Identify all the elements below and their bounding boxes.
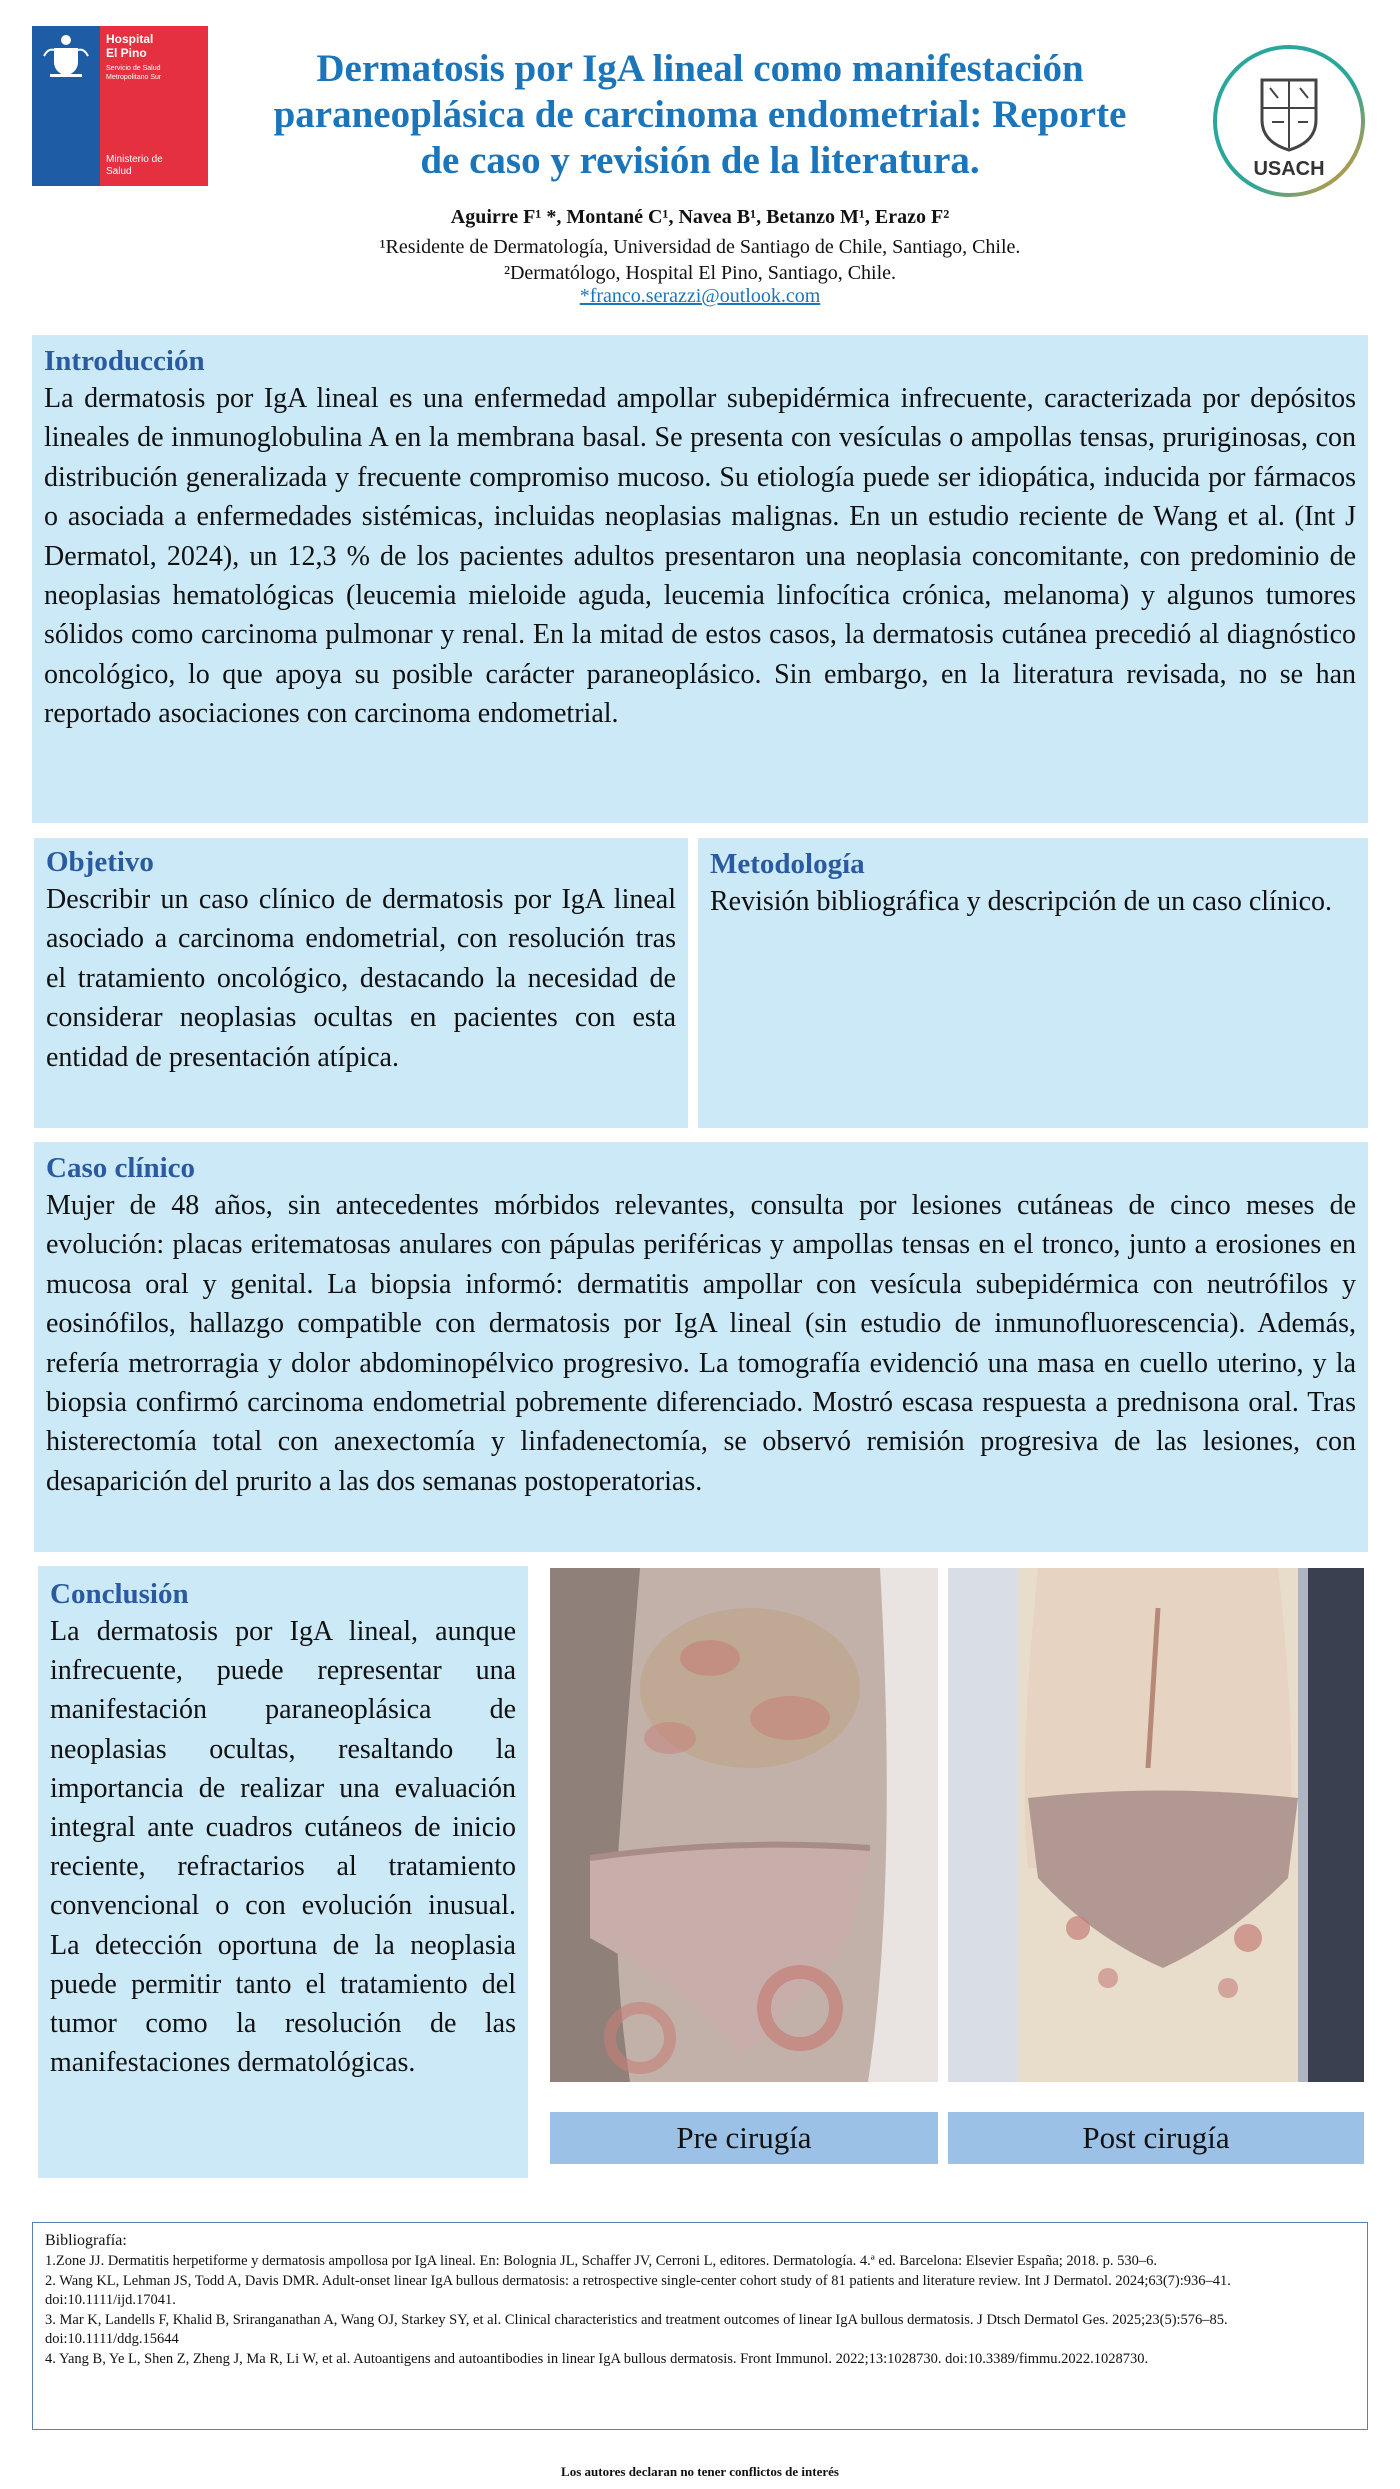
conclusion-section <box>38 1566 528 2178</box>
clinical-case-title: Caso clínico <box>46 1152 196 1184</box>
logo-ministry2: Salud <box>106 166 132 177</box>
objective-section <box>34 838 688 1128</box>
title-line1: Dermatosis por IgA lineal como manifestación <box>316 47 1084 90</box>
conclusion-title: Conclusión <box>50 1578 189 1610</box>
logo-red-block <box>100 26 208 186</box>
methodology-section <box>698 838 1368 1128</box>
introduction-section <box>32 335 1368 823</box>
title-line2: paraneoplásica de carcinoma endometrial: Reporte <box>273 93 1127 136</box>
clinical-case-text: Mujer de 48 años, sin antecedentes mórbidos relevantes, consulta por lesiones cutáneas de cinco meses de evolución: placas eritematosas anulares con pápulas periféricas y ampollas tensas en el tronco, junto a erosiones en mucosa oral y genital. La biopsia informó: dermatitis ampollar con vesícula subepidérmica con neutrófilos y eosinófilos, hallazgo compatible con dermatosis por IgA lineal (sin estudio de inmunofluorescencia). Además, refería metrorragia y dolor abdominopélvico progresivo. La tomografía evidenció una masa en cuello uterino, y la biopsia confirmó carcinoma endometrial pobremente diferenciado. Mostró escasa respuesta a prednisona oral. Tras histerectomía total con anexectomía y linfadenectomía, se observó remisión progresiva de las lesiones, con desaparición del prurito a las dos semanas postoperatorias. <box>46 1190 1356 1497</box>
conflict-of-interest-note: Los autores declaran no tener conflictos de interés <box>561 2464 839 2479</box>
post-surgery-caption: Post cirugía <box>948 2112 1364 2164</box>
introduction-text: La dermatosis por IgA lineal es una enfermedad ampollar subepidérmica infrecuente, caracterizada por depósitos lineales de inmunoglobulina A en la membrana basal. Se presenta con vesículas o ampollas tensas, pruriginosas, con distribución generalizada y frecuente compromiso mucoso. Su etiología puede ser idiopática, inducida por fármacos o asociada a enfermedades sistémicas, incluidas neoplasias malignas. En un estudio reciente de Wang et al. (Int J Dermatol, 2024), un 12,3 % de los pacientes adultos presentaron una neoplasia concomitante, con predominio de neoplasias hematológicas (leucemia mieloide aguda, leucemia linfocítica crónica, melanoma) y algunos tumores sólidos como carcinoma pulmonar y renal. En la mitad de estos casos, la dermatosis cutánea precedió al diagnóstico oncológico, lo que apoya su posible carácter paraneoplásico. Sin embargo, en la literatura revisada, no se han reportado asociaciones con carcinoma endometrial. <box>44 383 1356 730</box>
affiliation-1: ¹Residente de Dermatología, Universidad de Santiago de Chile, Santiago, Chile. <box>379 236 1021 258</box>
clinical-case-section <box>34 1142 1368 1552</box>
authors: Aguirre F¹ *, Montané C¹, Navea B¹, Betanzo M¹, Erazo F² <box>450 206 950 228</box>
post-surgery-photo <box>948 1568 1364 2082</box>
title-line3: de caso y revisión de la literatura. <box>420 139 980 182</box>
pre-surgery-photo <box>550 1568 938 2082</box>
contact-email-link[interactable]: *franco.serazzi@outlook.com <box>579 285 821 307</box>
logo-line1: Hospital <box>106 32 154 46</box>
logo-line3: Servicio de Salud <box>106 65 161 72</box>
introduction-title: Introducción <box>44 345 205 377</box>
usach-label: USACH <box>1253 158 1325 180</box>
hospital-logo <box>32 26 208 186</box>
methodology-text: Revisión bibliográfica y descripción de un caso clínico. <box>710 886 1333 917</box>
reference-item: 4. Yang B, Ye L, Shen Z, Zheng J, Ma R, Li W, et al. Autoantigens and autoantibodies in linear IgA bullous dermatosis. Front Immunol. 2022;13:1028730. doi:10.3389/fimmu.2022.1028730. <box>45 2351 1149 2367</box>
reference-item: 1.Zone JJ. Dermatitis herpetiforme y dermatosis ampollosa por IgA lineal. En: Bolognia JL, Schaffer JV, Cerroni L, editores. Dermatología. 4.ª ed. Barcelona: Elsevier España; 2018. p. 530–6. <box>45 2253 1158 2269</box>
logo-blue-block <box>32 26 100 186</box>
objective-title: Objetivo <box>46 846 154 878</box>
reference-item: 3. Mar K, Landells F, Khalid B, Sriranganathan A, Wang OJ, Starkey SY, et al. Clinical characteristics and treatment outcomes of linear IgA bullous dermatosis. J Dtsch Dermatol Ges. 2025;23(5):576–85. doi:10.1111/ddg.15644 <box>45 2312 1228 2347</box>
conclusion-text: La dermatosis por IgA lineal, aunque infrecuente, puede representar una manifestación paraneoplásica de neoplasias ocultas, resaltando la importancia de realizar una evaluación integral ante cuadros cutáneos de inicio reciente, refractarios al tratamiento convencional o con evolución inusual. La detección oportuna de la neoplasia puede permitir tanto el tratamiento del tumor como la resolución de las manifestaciones dermatológicas. <box>50 1616 516 2079</box>
methodology-title: Metodología <box>710 848 865 880</box>
logo-line4: Metropolitano Sur <box>106 74 162 81</box>
poster-title <box>220 46 1180 184</box>
bibliography <box>32 2222 1368 2430</box>
objective-text: Describir un caso clínico de dermatosis por IgA lineal asociado a carcinoma endometrial, con resolución tras el tratamiento oncológico, destacando la necesidad de considerar neoplasias ocultas en pacientes con esta entidad de presentación atípica. <box>46 884 676 1073</box>
logo-line2: El Pino <box>106 46 147 60</box>
affiliation-2: ²Dermatólogo, Hospital El Pino, Santiago, Chile. <box>503 262 897 284</box>
usach-logo <box>1210 42 1368 200</box>
reference-item: 2. Wang KL, Lehman JS, Todd A, Davis DMR. Adult-onset linear IgA bullous dermatosis: a retrospective single-center cohort study of 81 patients and literature review. Int J Dermatol. 2024;63(7):936–41. doi:10.1111/ijd.17041. <box>45 2273 1231 2308</box>
logo-ministry1: Ministerio de <box>106 154 163 165</box>
bibliography-title: Bibliografía: <box>45 2232 127 2249</box>
coat-of-arms-icon <box>36 30 96 82</box>
pre-surgery-caption: Pre cirugía <box>550 2112 938 2164</box>
